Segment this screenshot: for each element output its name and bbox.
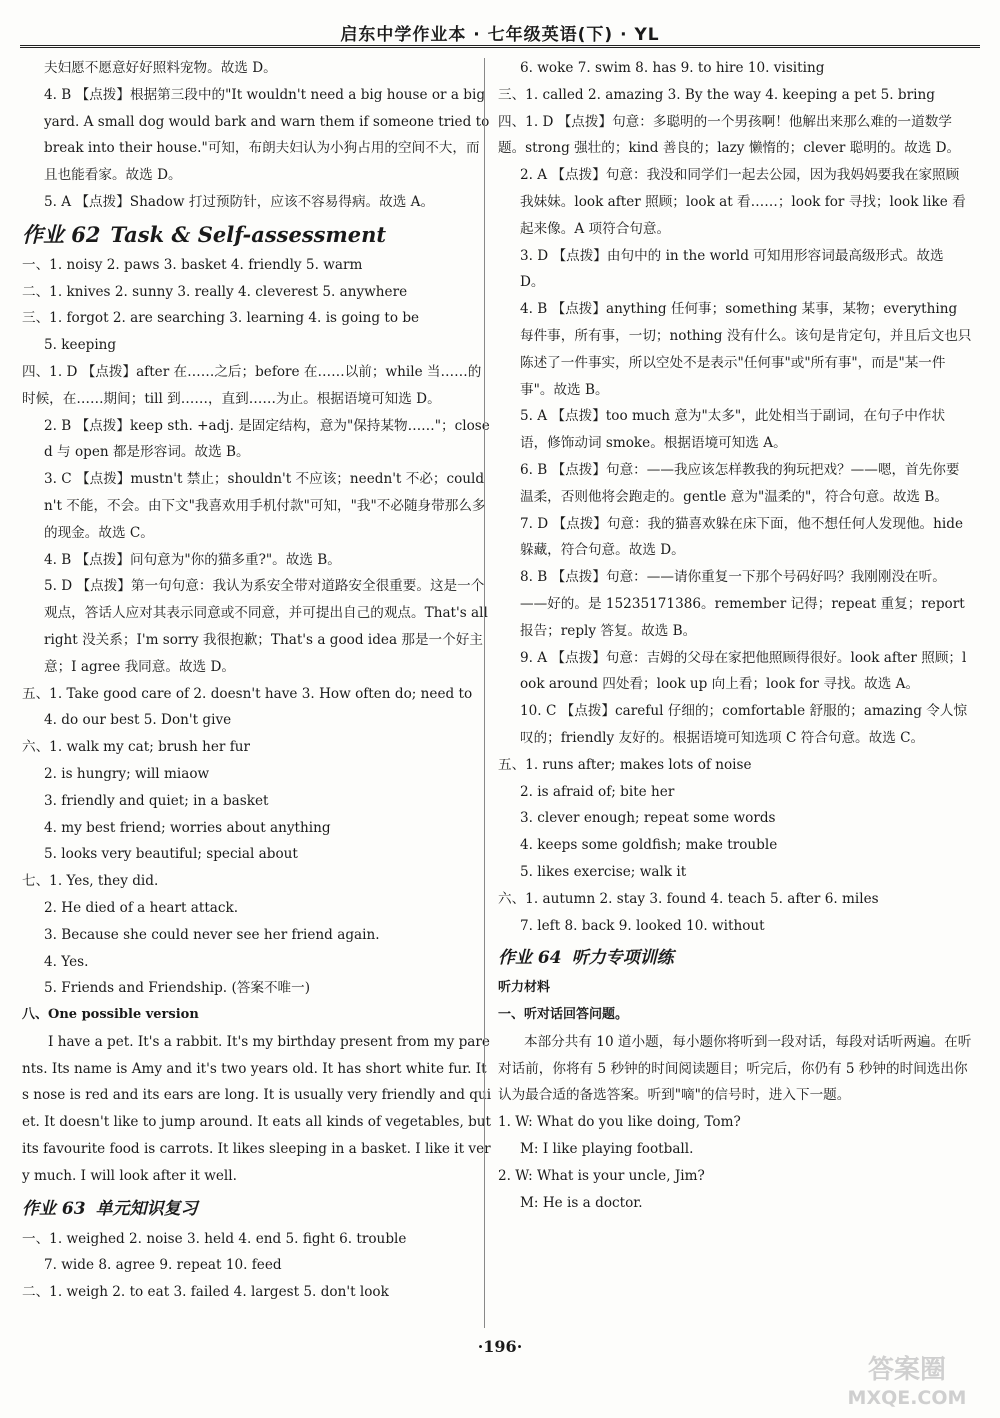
watermark-bottom: MXQE.COM [847,1387,967,1409]
answer-line: 本部分共有 10 道小题，每小题你将听到一段对话，每段对话听两遍。在听对话前，你将有 5 秒钟的时间阅读题目；听完后，你仍有 5 秒钟的时间选出你认为最合适的备选答案。听到"嘀"的信号时，进入下一题。 [498,1033,972,1104]
answer-line: 一、1. weighed 2. noise 3. held 4. end 5. fight 6. trouble [22,1230,407,1247]
answer-line: 二、1. knives 2. sunny 3. really 4. cleverest 5. anywhere [22,283,408,300]
answer-line: 四、1. D 【点拨】句意：多聪明的一个男孩啊！他解出来那么难的一道数学题。strong 强壮的；kind 善良的；lazy 懒惰的；clever 聪明的。故选 D。 [498,113,961,157]
answer-line: 6. woke 7. swim 8. has 9. to hire 10. visiting [520,60,825,76]
answer-line: 三、1. called 2. amazing 3. By the way 4. keeping a pet 5. bring [498,86,935,103]
section-title: 听力专项训练 [571,948,674,969]
answer-line: I have a pet. It's a rabbit. It's my birthday present from my parents. Its name is Amy and it's two years old. It has short white fur. Its nose is red and its ears are long. It is usually very friendly and quiet. It doesn't like to jump around. It eats all kinds of vegetables, but its favourite food is carrots. It likes sleeping in a basket. I like it very much. I will look after it well. [22,1033,492,1184]
answer-line: 5. Friends and Friendship. (答案不唯一) [44,980,311,997]
section-number: 作业 63 [22,1198,86,1219]
answer-line: 5. keeping [44,337,117,354]
answer-line: 3. friendly and quiet; in a basket [44,792,269,809]
answer-line: 8. B 【点拨】句意：——请你重复一下那个号码好吗？我刚刚没在听。——好的。是 15235171386。remember 记得；repeat 重复；report 报告；reply 答复。故选 B。 [520,569,965,639]
answer-line: 1. W: What do you like doing, Tom? [498,1114,741,1131]
header-title: 启东中学作业本 · 七年级英语(下) · YL [340,25,660,45]
answer-line: 5. A 【点拨】too much 意为"太多"，此处相当于副词，在句子中作状语，修饰动词 smoke。根据语境可知选 A。 [520,408,946,452]
section-number: 作业 64 [498,948,562,969]
right-column [498,55,972,1335]
answer-line: 3. C 【点拨】mustn't 禁止；shouldn't 不应该；needn't 不必；couldn't 不能，不会。由下文"我喜欢用手机付款"可知，"我"不必随身带那么多的现金。故选 C。 [44,471,486,541]
answer-line: 7. D 【点拨】句意：我的猫喜欢躲在床下面，他不想任何人发现他。hide 躲藏，符合句意。故选 D。 [520,515,963,559]
answer-line: 4. B 【点拨】anything 任何事；something 某事，某物；everything 每件事，所有事，一切；nothing 没有什么。该句是肯定句，并且后文也只陈述了一件事实，所以空处不是表示"任何事"或"所有事"，而是"某一件事"。故选 B。 [520,301,972,398]
answer-line: 六、1. walk my cat; brush her fur [22,739,251,756]
answer-line: 5. likes exercise; walk it [520,863,687,880]
section-heading [22,218,492,252]
answer-line: 6. B 【点拨】句意：——我应该怎样教我的狗玩把戏？——嗯，首先你要温柔，否则他将会跑走的。gentle 意为"温柔的"，符合句意。故选 B。 [520,461,960,505]
answer-line: 4. B 【点拨】问句意为"你的猫多重?"。故选 B。 [44,551,341,568]
answer-line: 4. keeps some goldfish; make trouble [520,837,778,854]
answer-line: 四、1. D 【点拨】after 在……之后；before 在……以前；while 当……的时候，在……期间；till 到……，直到……为止。根据语境可知选 D。 [22,363,482,407]
answer-line: 夫妇愿不愿意好好照料宠物。故选 D。 [44,60,277,76]
page-header [20,20,980,54]
page-number: ·196· [477,1337,523,1356]
answer-line: 5. A 【点拨】Shadow 打过预防针，应该不容易得病。故选 A。 [44,193,435,210]
answer-line: 2. W: What is your uncle, Jim? [498,1167,705,1184]
answer-line: 3. D 【点拨】由句中的 in the world 可知用形容词最高级形式。故选 D。 [520,247,944,291]
answer-line: 二、1. weigh 2. to eat 3. failed 4. largest 5. don't look [22,1284,389,1301]
answer-line: 4. Yes. [44,953,89,970]
answer-line: 3. clever enough; repeat some words [520,810,776,827]
subheading: 听力材料 [498,980,551,996]
answer-line: 5. looks very beautiful; special about [44,846,298,863]
answer-line: 2. is afraid of; bite her [520,783,675,800]
answer-line: 五、1. Take good care of 2. doesn't have 3. How often do; need to [22,685,473,702]
answer-line: 10. C 【点拨】careful 仔细的；comfortable 舒服的；amazing 令人惊叹的；friendly 友好的。根据语境可知选项 C 符合句意。故选 C。 [520,703,968,746]
answer-line: 2. He died of a heart attack. [44,899,239,916]
answer-line: 5. D 【点拨】第一句句意：我认为系安全带对道路安全很重要。这是一个观点，答话人应对其表示同意或不同意，并可提出自己的观点。That's all right 没关系；I'm sorry 我很抱歉；That's a good idea 那是一个好主意；I agree 我同意。故选 D。 [44,578,488,675]
watermark-logo [832,1350,982,1410]
answer-line: 一、1. noisy 2. paws 3. basket 4. friendly 5. warm [22,256,363,273]
subheading: 一、听对话回答问题。 [498,1007,629,1023]
section-heading [498,941,972,975]
column-divider [484,58,485,1328]
answer-line: 七、1. Yes, they did. [22,873,159,890]
section-title: Task & Self-assessment [110,221,387,247]
answer-line: 六、1. autumn 2. stay 3. found 4. teach 5. after 6. miles [498,890,879,907]
answer-line: M: I like playing football. [520,1141,694,1158]
section-number: 作业 62 [22,221,101,247]
answer-line: 4. my best friend; worries about anything [44,819,331,836]
answer-line: 3. Because she could never see her friend again. [44,926,380,943]
header-rule [20,45,980,48]
answer-line: 7. left 8. back 9. looked 10. without [520,917,765,934]
answer-line: 7. wide 8. agree 9. repeat 10. feed [44,1257,282,1274]
answer-line: 9. A 【点拨】句意：吉姆的父母在家把他照顾得很好。look after 照顾；look around 四处看；look up 向上看；look for 寻找。故选 A。 [520,649,967,693]
answer-line: 2. is hungry; will miaow [44,765,210,782]
section-title: 单元知识复习 [95,1198,198,1219]
watermark-top: 答案圈 [867,1355,947,1385]
answer-line: 2. B 【点拨】keep sth. +adj. 是固定结构，意为"保持某物……"；closed 与 open 都是形容词。故选 B。 [44,417,490,461]
answer-line: 五、1. runs after; makes lots of noise [498,756,752,773]
section-heading [22,1192,492,1226]
answer-line: 三、1. forgot 2. are searching 3. learning 4. is going to be [22,310,420,327]
answer-line: 4. do our best 5. Don't give [44,712,232,729]
answer-line: 2. A 【点拨】句意：我没和同学们一起去公园，因为我妈妈要我在家照顾我妹妹。look after 照顾；look at 看……；look for 寻找；look like 看起来像。A 项符合句意。 [520,167,966,237]
subheading: 八、One possible version [22,1007,199,1023]
left-column [22,55,492,1335]
answer-line: M: He is a doctor. [520,1194,643,1211]
answer-line: 4. B 【点拨】根据第三段中的"It wouldn't need a big house or a big yard. A small dog would bark and warn them if someone tried to break into their house."可知，布朗夫妇认为小狗占用的空间不大，而且也能看家。故选 D。 [44,86,490,184]
